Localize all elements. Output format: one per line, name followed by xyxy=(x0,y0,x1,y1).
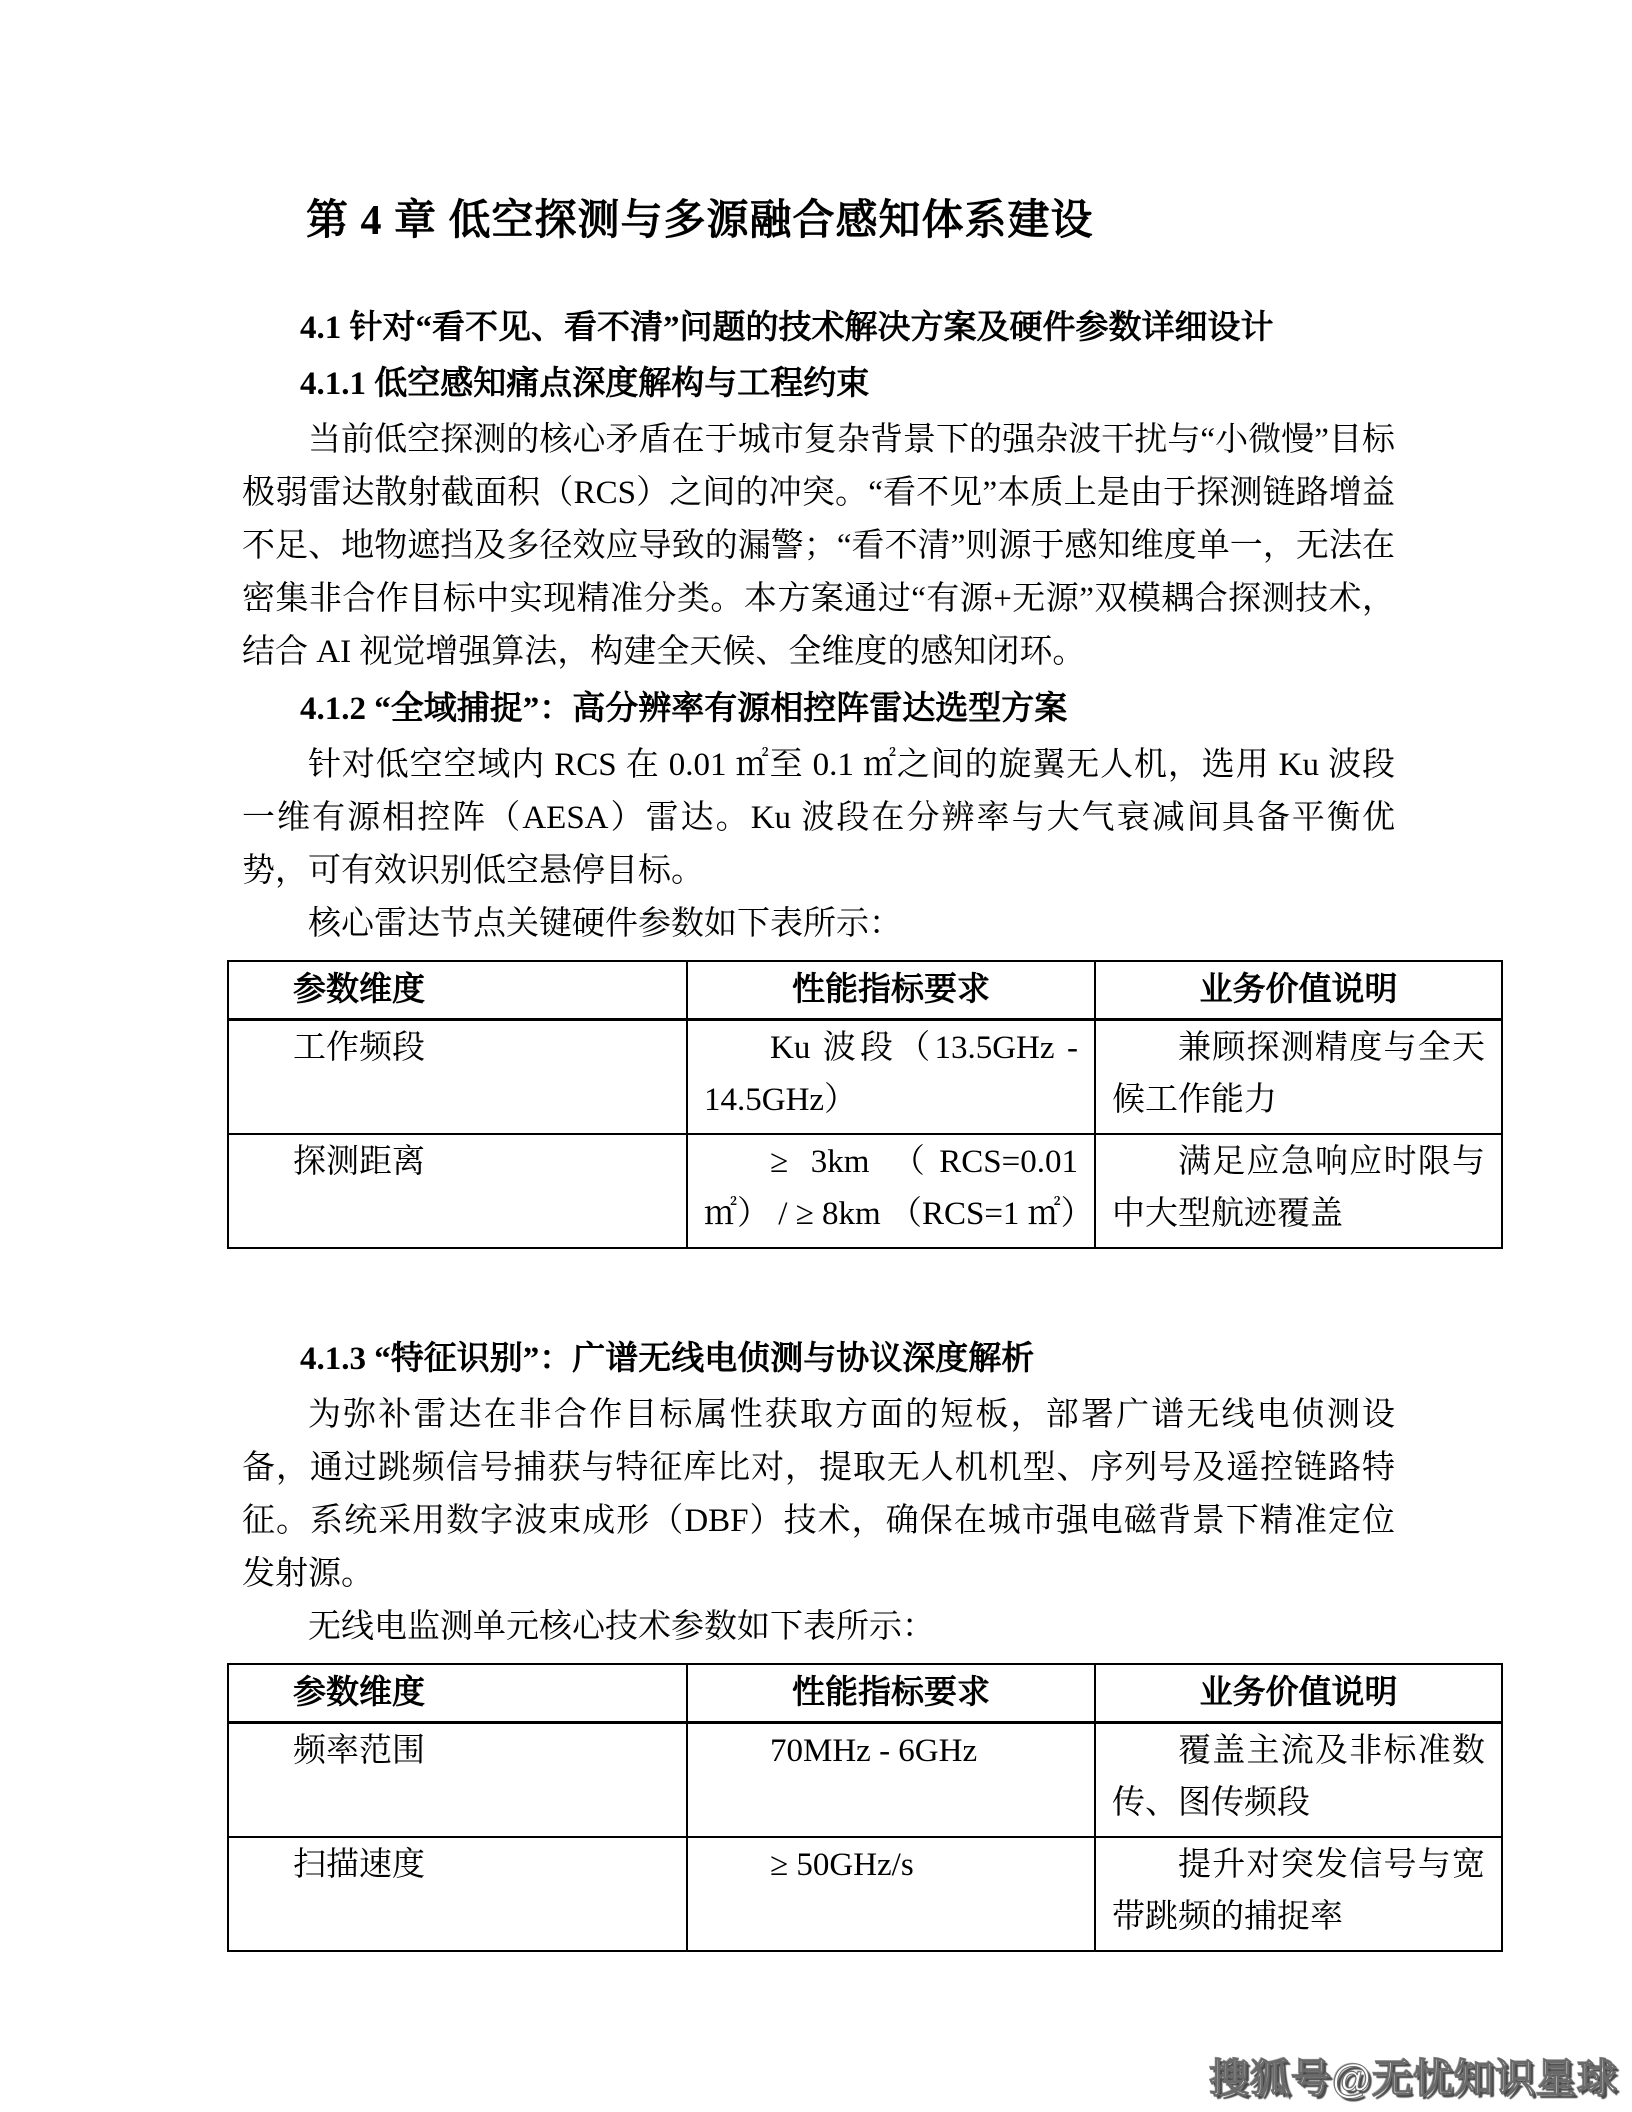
radar-table-body xyxy=(228,1020,1502,1249)
chapter-title: 第 4 章 低空探测与多源融合感知体系建设 xyxy=(306,198,1094,244)
header-cell-value: 业务价值说明 xyxy=(1095,961,1502,1020)
sohu-watermark: 搜狐号@无忧知识星球 xyxy=(1208,2057,1618,2101)
radio-table-intro: 无线电监测单元核心技术参数如下表所示： xyxy=(308,1609,935,1645)
radar-params-table xyxy=(227,960,1503,1249)
document-content xyxy=(242,0,1485,1952)
table-header-row xyxy=(228,1664,1502,1723)
header-cell-dimension: 参数维度 xyxy=(228,1664,687,1723)
paragraph-4-1-1: 当前低空探测的核心矛盾在于城市复杂背景下的强杂波干扰与“小微慢”目标极弱雷达散射截面积（RCS）之间的冲突。“看不见”本质上是由于探测链路增益不足、地物遮挡及多径效应导致的漏警；“看不清”则源于感知维度单一，无法在密集非合作目标中实现精准分类。本方案通过“有源+无源”双模耦合探测技术，结合 AI 视觉增强算法，构建全天候、全维度的感知闭环。 xyxy=(242,422,1395,670)
radar-table-header xyxy=(228,961,1502,1020)
cell-value: 提升对突发信号与宽带跳频的捕捉率 xyxy=(1095,1837,1502,1951)
header-cell-requirement: 性能指标要求 xyxy=(687,1664,1095,1723)
cell-requirement: Ku 波段（13.5GHz - 14.5GHz） xyxy=(687,1020,1095,1135)
radio-table-header xyxy=(228,1664,1502,1723)
header-cell-dimension: 参数维度 xyxy=(228,961,687,1020)
paragraph-4-1-3: 为弥补雷达在非合作目标属性获取方面的短板，部署广谱无线电侦测设备，通过跳频信号捕获与特征库比对，提取无人机机型、序列号及遥控链路特征。系统采用数字波束成形（DBF）技术，确保在城市强电磁背景下精准定位发射源。 xyxy=(242,1397,1395,1592)
cell-dimension: 工作频段 xyxy=(228,1020,687,1135)
table-row xyxy=(228,1020,1502,1135)
heading-4-1-2: 4.1.2 “全域捕捉”：高分辨率有源相控阵雷达选型方案 xyxy=(300,691,1068,727)
radar-table-intro: 核心雷达节点关键硬件参数如下表所示： xyxy=(308,906,902,942)
table-row xyxy=(228,1134,1502,1248)
cell-value: 覆盖主流及非标准数传、图传频段 xyxy=(1095,1723,1502,1838)
heading-4-1: 4.1 针对“看不见、看不清”问题的技术解决方案及硬件参数详细设计 xyxy=(300,310,1274,346)
cell-requirement: ≥ 3km （RCS=0.01 ㎡） / ≥ 8km （RCS=1 ㎡） xyxy=(687,1134,1095,1248)
table-row xyxy=(228,1837,1502,1951)
radio-params-table xyxy=(227,1663,1503,1952)
cell-dimension: 扫描速度 xyxy=(228,1837,687,1951)
cell-dimension: 探测距离 xyxy=(228,1134,687,1248)
cell-value: 兼顾探测精度与全天候工作能力 xyxy=(1095,1020,1502,1135)
header-cell-value: 业务价值说明 xyxy=(1095,1664,1502,1723)
table-header-row xyxy=(228,961,1502,1020)
heading-4-1-3: 4.1.3 “特征识别”：广谱无线电侦测与协议深度解析 xyxy=(300,1341,1035,1377)
header-cell-requirement: 性能指标要求 xyxy=(687,961,1095,1020)
table-row xyxy=(228,1723,1502,1838)
cell-dimension: 频率范围 xyxy=(228,1723,687,1838)
paragraph-4-1-2: 针对低空空域内 RCS 在 0.01 ㎡至 0.1 ㎡之间的旋翼无人机，选用 Ku 波段一维有源相控阵（AESA）雷达。Ku 波段在分辨率与大气衰减间具备平衡优势，可有效识别低空悬停目标。 xyxy=(242,747,1395,889)
heading-4-1-1: 4.1.1 低空感知痛点深度解构与工程约束 xyxy=(300,366,870,402)
radio-table-body xyxy=(228,1723,1502,1952)
cell-value: 满足应急响应时限与中大型航迹覆盖 xyxy=(1095,1134,1502,1248)
cell-requirement: 70MHz - 6GHz xyxy=(687,1723,1095,1838)
cell-requirement: ≥ 50GHz/s xyxy=(687,1837,1095,1951)
